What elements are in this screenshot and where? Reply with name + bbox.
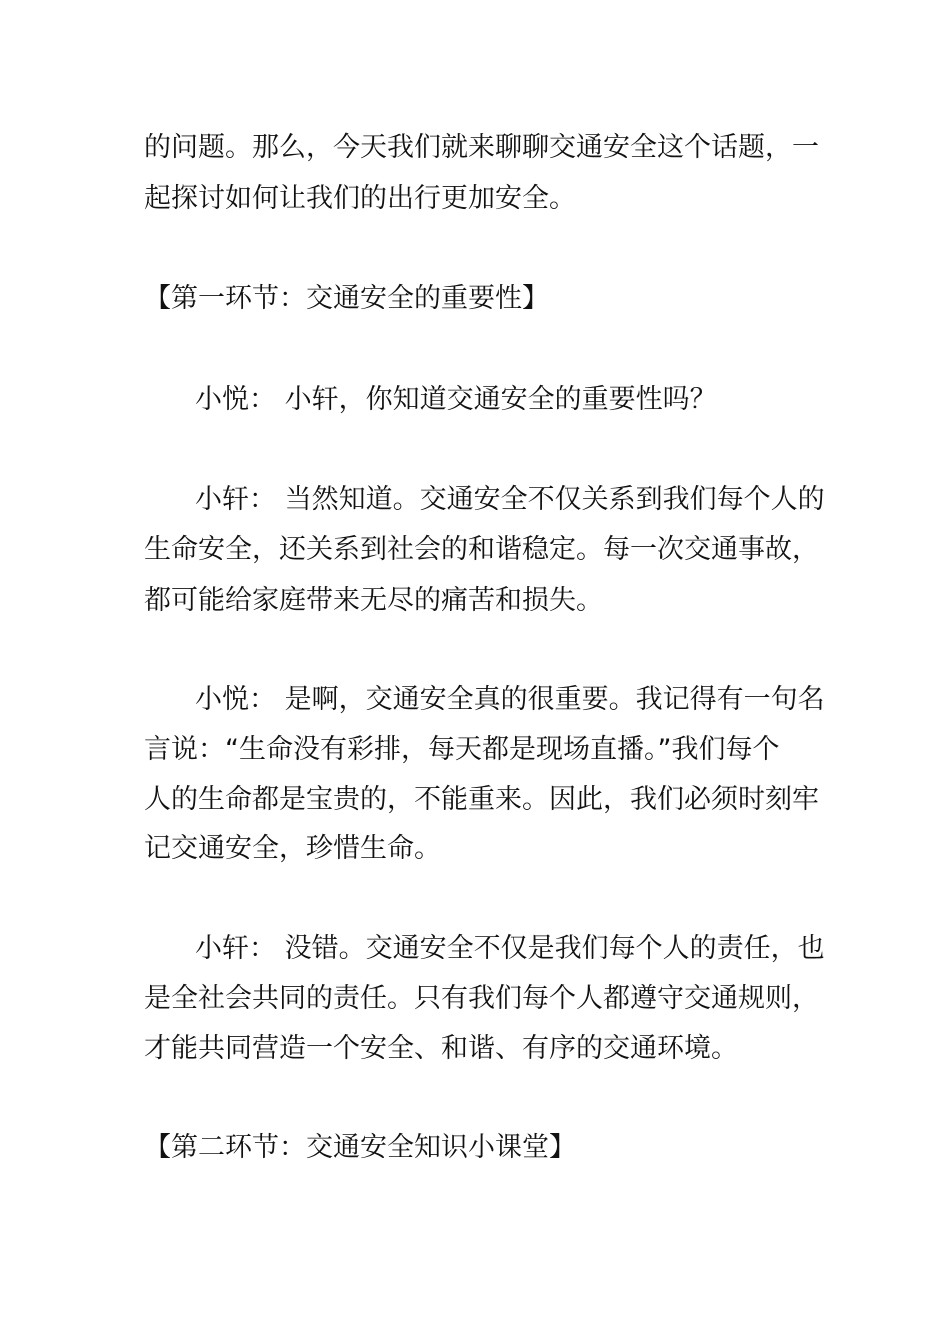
dialogue-2-line-3: 都可能给家庭带来无尽的痛苦和损失。	[144, 585, 603, 616]
dialogue-3-line-2: 言说：“生命没有彩排，每天都是现场直播。”我们每个	[144, 734, 780, 765]
dialogue-4-line-1: 小轩： 没错。交通安全不仅是我们每个人的责任，也	[195, 933, 825, 964]
section-heading-2: 【第二环节：交通安全知识小课堂】	[144, 1132, 576, 1163]
dialogue-4-line-3: 才能共同营造一个安全、和谐、有序的交通环境。	[144, 1033, 738, 1064]
intro-line-1: 的问题。那么，今天我们就来聊聊交通安全这个话题，一	[144, 132, 819, 163]
intro-line-2: 起探讨如何让我们的出行更加安全。	[144, 183, 576, 214]
dialogue-2-line-2: 生命安全，还关系到社会的和谐稳定。每一次交通事故，	[144, 534, 819, 565]
dialogue-3-line-4: 记交通安全，珍惜生命。	[144, 833, 441, 864]
dialogue-3-line-1: 小悦： 是啊，交通安全真的很重要。我记得有一句名	[195, 684, 825, 715]
dialogue-1-line-1: 小悦： 小轩，你知道交通安全的重要性吗？	[195, 384, 717, 415]
dialogue-3-line-3: 人的生命都是宝贵的，不能重来。因此，我们必须时刻牢	[144, 784, 819, 815]
dialogue-4-line-2: 是全社会共同的责任。只有我们每个人都遵守交通规则，	[144, 983, 819, 1014]
dialogue-2-line-1: 小轩： 当然知道。交通安全不仅关系到我们每个人的	[195, 484, 825, 515]
section-heading-1: 【第一环节：交通安全的重要性】	[144, 283, 549, 314]
